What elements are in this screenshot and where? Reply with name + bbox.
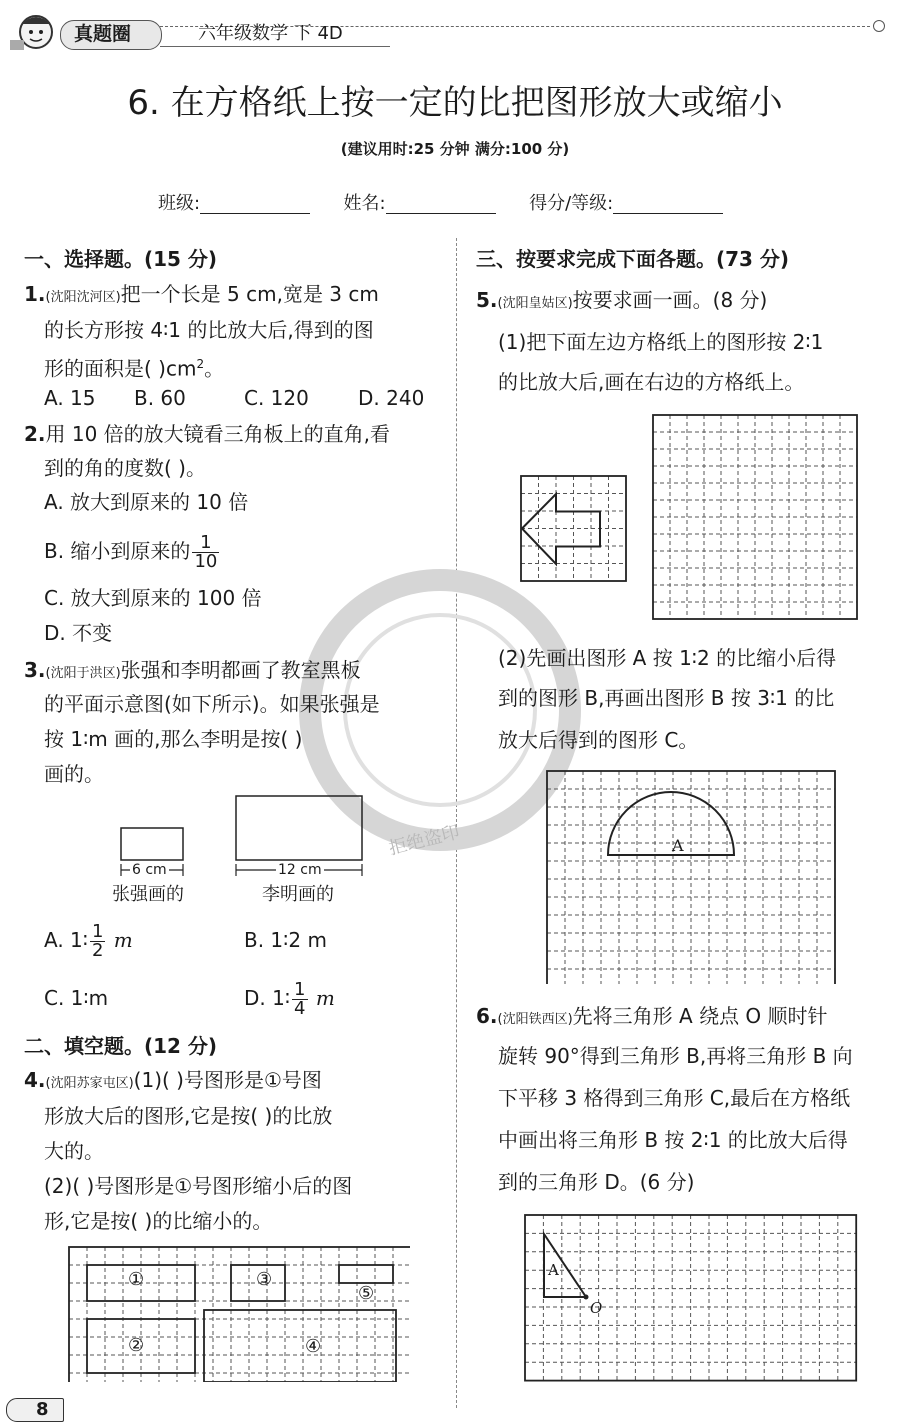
q6-number: 6. bbox=[476, 1004, 498, 1028]
q3-option-a[interactable] bbox=[44, 918, 133, 962]
q1-text3: 形的面积是( )cm bbox=[44, 356, 197, 381]
q3-option-c[interactable]: C. 1∶m bbox=[44, 986, 109, 1010]
q3-text1: 张强和李明都画了教室黑板 bbox=[120, 658, 361, 682]
q6-text1: 先将三角形 A 绕点 O 顺时针 bbox=[572, 1004, 828, 1028]
page-number: 8 bbox=[36, 1399, 49, 1420]
q5-semicircle-grid[interactable] bbox=[546, 770, 838, 984]
section3-heading: 三、按要求完成下面各题。(73 分) bbox=[476, 247, 790, 271]
q6-line4: 中画出将三角形 B 按 2∶1 的比放大后得 bbox=[498, 1128, 848, 1152]
q1-number: 1. bbox=[24, 282, 46, 306]
q4-shape-5 bbox=[339, 1265, 393, 1283]
fig2-caption: 李明画的 bbox=[262, 884, 334, 905]
q4-line5: 形,它是按( )的比缩小的。 bbox=[44, 1209, 273, 1233]
q6-source: (沈阳铁西区) bbox=[497, 1012, 573, 1027]
q3-line3: 按 1∶m 画的,那么李明是按( ) bbox=[44, 727, 303, 751]
q5-semicircle-shape bbox=[608, 792, 734, 855]
fraction-denominator: 2 bbox=[91, 940, 104, 961]
q4-label-2: ② bbox=[128, 1335, 145, 1356]
fraction-denominator: 4 bbox=[294, 998, 306, 1019]
fraction-numerator: 1 bbox=[294, 979, 306, 1000]
q3-option-a-text: A. 1∶ bbox=[44, 928, 88, 952]
q2-option-d[interactable]: D. 不变 bbox=[44, 621, 113, 645]
q1-option-c[interactable]: C. 120 bbox=[244, 386, 309, 410]
q3-option-b[interactable]: B. 1∶2 m bbox=[244, 928, 327, 952]
q6-label-a: A bbox=[548, 1261, 559, 1279]
q3-line2: 的平面示意图(如下所示)。如果张强是 bbox=[44, 692, 380, 716]
q1-line3 bbox=[44, 354, 224, 379]
q2-line1 bbox=[24, 424, 390, 444]
page-title: 6. 在方格纸上按一定的比把图形放大或缩小 bbox=[127, 83, 783, 123]
q4-label-3: ③ bbox=[256, 1269, 273, 1290]
q2-option-b[interactable] bbox=[44, 534, 221, 571]
watermark-text: 拒绝盗印 bbox=[386, 821, 462, 860]
q3-option-d-var: m bbox=[315, 986, 335, 1010]
section1-heading: 一、选择题。(15 分) bbox=[24, 247, 218, 271]
q1-source: (沈阳沈河区) bbox=[45, 290, 121, 305]
q2-number: 2. bbox=[24, 422, 46, 446]
q5-text1: 按要求画一画。(8 分) bbox=[572, 288, 768, 312]
q4-line3: 大的。 bbox=[44, 1139, 104, 1163]
q4-line1 bbox=[24, 1070, 322, 1094]
class-label: 班级: bbox=[158, 193, 201, 214]
info-line bbox=[158, 194, 723, 214]
q4-source: (沈阳苏家屯区) bbox=[45, 1076, 134, 1091]
q6-line1 bbox=[476, 1006, 828, 1030]
q4-label-5: ⑤ bbox=[358, 1283, 375, 1304]
q5-arrow-shape bbox=[522, 494, 600, 564]
fig2-dimension: 12 cm bbox=[278, 862, 322, 878]
q2-line2: 到的角的度数( )。 bbox=[44, 456, 206, 480]
q3-option-a-fraction bbox=[90, 923, 105, 960]
q3-option-d-text: D. 1∶ bbox=[244, 986, 291, 1010]
q5-number: 5. bbox=[476, 288, 498, 312]
section2-heading: 二、填空题。(12 分) bbox=[24, 1034, 218, 1058]
q6-grid[interactable] bbox=[524, 1214, 858, 1382]
fraction-denominator: 10 bbox=[194, 551, 218, 572]
q3-option-d-fraction bbox=[292, 981, 307, 1018]
q1-line1 bbox=[24, 284, 379, 308]
q5-p2-line1: (2)先画出图形 A 按 1∶2 的比缩小后得 bbox=[498, 646, 837, 670]
q5-p2-line3: 放大后得到的图形 C。 bbox=[498, 728, 699, 752]
page-number-tab bbox=[6, 1398, 64, 1422]
name-field[interactable] bbox=[386, 195, 496, 214]
q4-text1: (1)( )号图形是①号图 bbox=[133, 1068, 322, 1092]
q5-large-grid[interactable] bbox=[652, 414, 862, 624]
q2-text1: 用 10 倍的放大镜看三角板上的直角,看 bbox=[45, 422, 391, 446]
q6-line2: 旋转 90°得到三角形 B,再将三角形 B 向 bbox=[498, 1044, 853, 1068]
q5-p1-line1: (1)把下面左边方格纸上的图形按 2∶1 bbox=[498, 330, 824, 354]
q3-number: 3. bbox=[24, 658, 46, 682]
q6-line5: 到的三角形 D。(6 分) bbox=[498, 1170, 695, 1194]
q2-option-a[interactable]: A. 放大到原来的 10 倍 bbox=[44, 490, 249, 514]
page-subtitle: (建议用时:25 分钟 满分:100 分) bbox=[340, 140, 570, 158]
header-subject: 六年级数学 下 4D bbox=[198, 23, 343, 44]
q5-figure-label: A bbox=[672, 836, 684, 855]
class-field[interactable] bbox=[200, 195, 310, 214]
q4-label-1: ① bbox=[128, 1269, 145, 1290]
q2-option-b-fraction bbox=[192, 534, 219, 571]
liming-rect bbox=[236, 796, 362, 860]
fraction-numerator: 1 bbox=[192, 534, 219, 553]
q5-p2-line2: 到的图形 B,再画出图形 B 按 3∶1 的比 bbox=[498, 686, 835, 710]
q4-line4: (2)( )号图形是①号图形缩小后的图 bbox=[44, 1174, 353, 1198]
name-label: 姓名: bbox=[343, 193, 386, 214]
brand-name: 真题圈 bbox=[74, 23, 132, 45]
q1-option-a[interactable]: A. 15 bbox=[44, 386, 96, 410]
q2-option-c[interactable]: C. 放大到原来的 100 倍 bbox=[44, 586, 262, 610]
fig1-caption: 张强画的 bbox=[112, 884, 184, 905]
q1-text3-end: 。 bbox=[204, 356, 225, 381]
q5-p1-line2: 的比放大后,画在右边的方格纸上。 bbox=[498, 370, 805, 394]
q3-line4: 画的。 bbox=[44, 762, 104, 786]
fraction-numerator: 1 bbox=[91, 921, 104, 942]
q6-label-o: O bbox=[590, 1299, 603, 1317]
header-underline bbox=[160, 46, 390, 47]
q3-line1 bbox=[24, 660, 361, 684]
fig1-dimension: 6 cm bbox=[132, 862, 167, 878]
q4-grid bbox=[68, 1246, 410, 1382]
q4-label-4: ④ bbox=[305, 1336, 322, 1357]
q4-shape-4 bbox=[204, 1310, 396, 1382]
q5-source: (沈阳皇姑区) bbox=[497, 296, 573, 311]
q3-source: (沈阳于洪区) bbox=[45, 666, 121, 681]
q1-line2: 的长方形按 4∶1 的比放大后,得到的图 bbox=[44, 318, 374, 342]
q1-text1: 把一个长是 5 cm,宽是 3 cm bbox=[120, 282, 379, 306]
q5-line1 bbox=[476, 290, 767, 314]
q3-option-a-var: m bbox=[113, 928, 133, 952]
score-field[interactable] bbox=[613, 195, 723, 214]
q4-line2: 形放大后的图形,它是按( )的比放 bbox=[44, 1104, 333, 1128]
zhangqiang-rect bbox=[121, 828, 183, 860]
mascot-icon bbox=[8, 10, 58, 54]
q6-line3: 下平移 3 格得到三角形 C,最后在方格纸 bbox=[498, 1086, 851, 1110]
q1-option-d[interactable]: D. 240 bbox=[358, 386, 425, 410]
q5-small-grid bbox=[520, 475, 628, 583]
q1-option-b[interactable]: B. 60 bbox=[134, 386, 186, 410]
q4-number: 4. bbox=[24, 1068, 46, 1092]
q1-superscript: 2 bbox=[196, 357, 205, 371]
q6-point-o bbox=[584, 1295, 589, 1300]
q3-option-d[interactable] bbox=[244, 976, 335, 1020]
header-dot-icon bbox=[873, 20, 885, 32]
score-label: 得分/等级: bbox=[529, 193, 614, 214]
grid-border bbox=[69, 1247, 410, 1382]
q2-option-b-text: B. 缩小到原来的 bbox=[44, 539, 191, 563]
